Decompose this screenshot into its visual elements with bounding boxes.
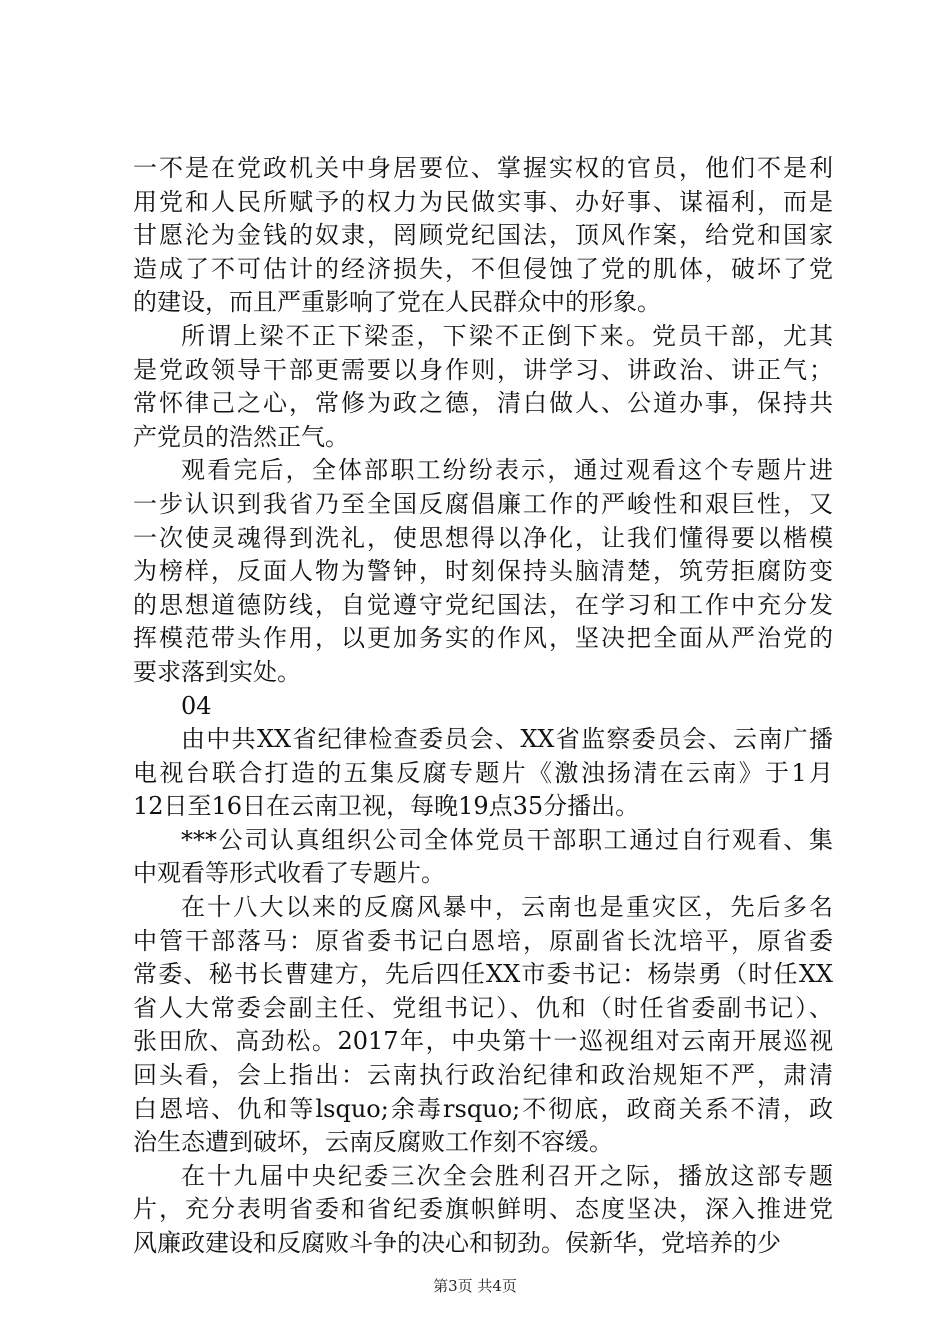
- text-line: 一不是在党政机关中身居要位、掌握实权的官员，他们不是利: [133, 154, 833, 182]
- text-line: 挥模范带头作用，以更加务实的作风，坚决把全面从严治党的: [133, 624, 833, 653]
- text-line: 中观看等形式收看了专题片。: [133, 859, 445, 888]
- text-line: 产党员的浩然正气。: [133, 422, 349, 451]
- paragraph: [133, 690, 833, 724]
- text-line: 甘愿沦为金钱的奴隶，罔顾党纪国法，顶风作案，给党和国家: [133, 221, 833, 250]
- text-line: 是党政领导干部更需要以身作则，讲学习、讲政治、讲正气；: [133, 355, 833, 384]
- paragraph: [133, 891, 833, 1160]
- text-line: 片，充分表明省委和省纪委旗帜鲜明、态度坚决，深入推进党: [133, 1195, 833, 1224]
- text-line: 电视台联合打造的五集反腐专题片《激浊扬清在云南》于1月: [133, 758, 833, 787]
- text-line: 回头看，会上指出：云南执行政治纪律和政治规矩不严，肃清: [133, 1061, 833, 1090]
- text-line: 的思想道德防线，自觉遵守党纪国法，在学习和工作中充分发: [133, 590, 833, 619]
- text-line: 张田欣、高劲松。2017年，中央第十一巡视组对云南开展巡视: [133, 1027, 833, 1056]
- text-line: 04: [181, 691, 212, 720]
- text-line: 中管干部落马：原省委书记白恩培，原副省长沈培平，原省委: [133, 926, 833, 955]
- text-line: 的建设，而且严重影响了党在人民群众中的形象。: [133, 288, 661, 317]
- text-line: ***公司认真组织公司全体党员干部职工通过自行观看、集: [181, 825, 833, 854]
- text-line: 风廉政建设和反腐败斗争的决心和韧劲。侯新华，党培养的少: [133, 1229, 781, 1257]
- paragraph: [133, 320, 833, 454]
- text-line: 常委、秘书长曹建方，先后四任XX市委书记：杨崇勇（时任XX: [133, 960, 833, 989]
- text-line: 一步认识到我省乃至全国反腐倡廉工作的严峻性和艰巨性，又: [133, 489, 833, 518]
- paragraph: [133, 824, 833, 891]
- page-number-footer: 第3页 共4页: [433, 1277, 517, 1295]
- text-line: 省人大常委会副主任、党组书记）、仇和（时任省委副书记）、: [133, 993, 833, 1022]
- text-line: 造成了不可估计的经济损失，不但侵蚀了党的肌体，破坏了党: [133, 254, 833, 283]
- text-line: 常怀律己之心，常修为政之德，清白做人、公道办事，保持共: [133, 389, 833, 418]
- paragraph: [133, 454, 833, 689]
- text-line: 观看完后，全体部职工纷纷表示，通过观看这个专题片进: [181, 456, 833, 485]
- paragraph: [133, 152, 833, 320]
- text-line: 用党和人民所赋予的权力为民做实事、办好事、谋福利，而是: [133, 187, 833, 216]
- text-line: 为榜样，反面人物为警钟，时刻保持头脑清楚，筑劳拒腐防变: [133, 557, 833, 586]
- paragraph: [133, 1160, 833, 1261]
- text-line: 由中共XX省纪律检查委员会、XX省监察委员会、云南广播: [181, 725, 833, 754]
- text-line: 在十八大以来的反腐风暴中，云南也是重灾区，先后多名: [181, 893, 833, 922]
- text-line: 在十九届中央纪委三次全会胜利召开之际，播放这部专题: [181, 1161, 833, 1190]
- text-line: 12日至16日在云南卫视，每晚19点35分播出。: [133, 792, 640, 821]
- document-body: [133, 152, 833, 1261]
- text-line: 一次使灵魂得到洗礼，使思想得以净化，让我们懂得要以楷模: [133, 523, 833, 552]
- paragraph: [133, 723, 833, 824]
- text-line: 所谓上梁不正下梁歪，下梁不正倒下来。党员干部，尤其: [181, 321, 833, 350]
- text-line: 治生态遭到破坏，云南反腐败工作刻不容缓。: [133, 1128, 613, 1157]
- text-line: 要求落到实处。: [133, 657, 301, 686]
- text-line: 白恩培、仇和等lsquo;余毒rsquo;不彻底，政商关系不清，政: [133, 1094, 833, 1123]
